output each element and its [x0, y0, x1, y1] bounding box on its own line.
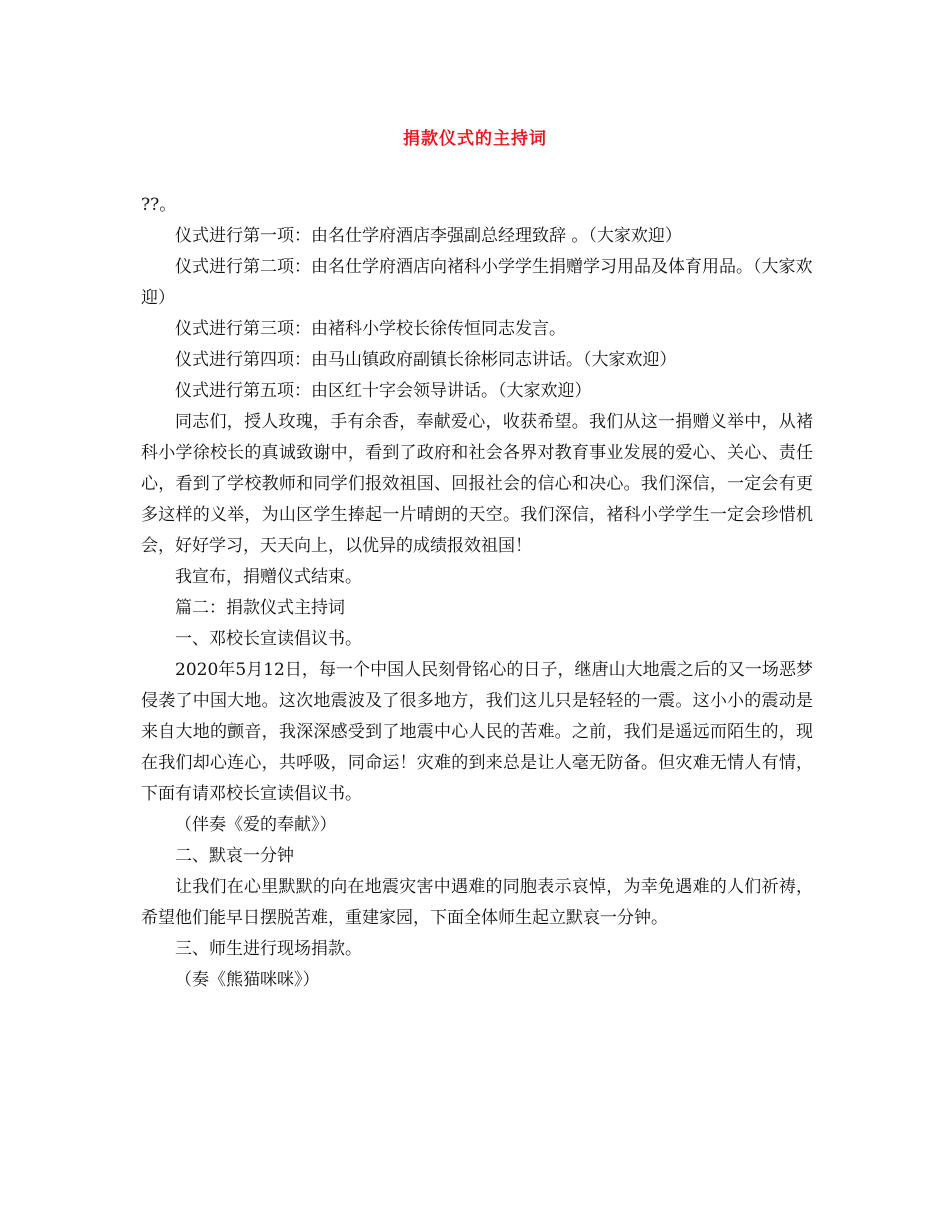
paragraph-4: 仪式进行第三项：由褚科小学校长徐传恒同志发言。 — [175, 319, 566, 339]
paragraph-8: 我宣布，捐赠仪式结束。 — [175, 567, 362, 587]
paragraph-5: 仪式进行第四项：由马山镇政府副镇长徐彬同志讲话。（大家欢迎） — [175, 350, 677, 370]
paragraph-12: （伴奏《爱的奉献》） — [175, 815, 337, 835]
page-title: 捐款仪式的主持词 — [403, 129, 547, 149]
paragraph-16: （奏《熊猫咪咪》） — [175, 970, 320, 990]
document-body — [141, 190, 813, 996]
paragraph-3: 仪式进行第二项：由名仕学府酒店向褚科小学学生捐赠学习用品及体育用品。（大家欢迎） — [141, 257, 813, 308]
paragraph-13: 二、默哀一分钟 — [175, 846, 294, 866]
paragraph-7: 同志们，授人玫瑰，手有余香，奉献爱心，收获希望。我们从这一捐赠义举中，从褚科小学徐校长的真诚致谢中，看到了政府和社会各界对教育事业发展的爱心、关心、责任心，看到了学校教师和同学们报效祖国、回报社会的信心和决心。我们深信，一定会有更多这样的义举，为山区学生捧起一片晴朗的天空。我们深信，褚科小学学生一定会珍惜机会，好好学习，天天向上，以优异的成绩报效祖国！ — [141, 412, 813, 556]
paragraph-10: 一、邓校长宣读倡议书。 — [175, 629, 362, 649]
paragraph-1: ??。 — [141, 195, 177, 215]
paragraph-14: 让我们在心里默默的向在地震灾害中遇难的同胞表示哀悼，为幸免遇难的人们祈祷，希望他们能早日摆脱苦难，重建家园，下面全体师生起立默哀一分钟。 — [141, 877, 813, 928]
paragraph-15: 三、师生进行现场捐款。 — [175, 939, 362, 959]
paragraph-6: 仪式进行第五项：由区红十字会领导讲话。（大家欢迎） — [175, 381, 592, 401]
paragraph-11: 2020年5月12日，每一个中国人民刻骨铭心的日子，继唐山大地震之后的又一场恶梦侵袭了中国大地。这次地震波及了很多地方，我们这儿只是轻轻的一震。这小小的震动是来自大地的颤音，我深深感受到了地震中心人民的苦难。之前，我们是遥远而陌生的，现在我们却心连心，共呼吸，同命运！灾难的到来总是让人毫无防备。但灾难无情人有情，下面有请邓校长宣读倡议书。 — [141, 660, 813, 804]
paragraph-9: 篇二：捐款仪式主持词 — [175, 598, 345, 618]
paragraph-2: 仪式进行第一项：由名仕学府酒店李强副总经理致辞 。（大家欢迎） — [175, 226, 682, 246]
